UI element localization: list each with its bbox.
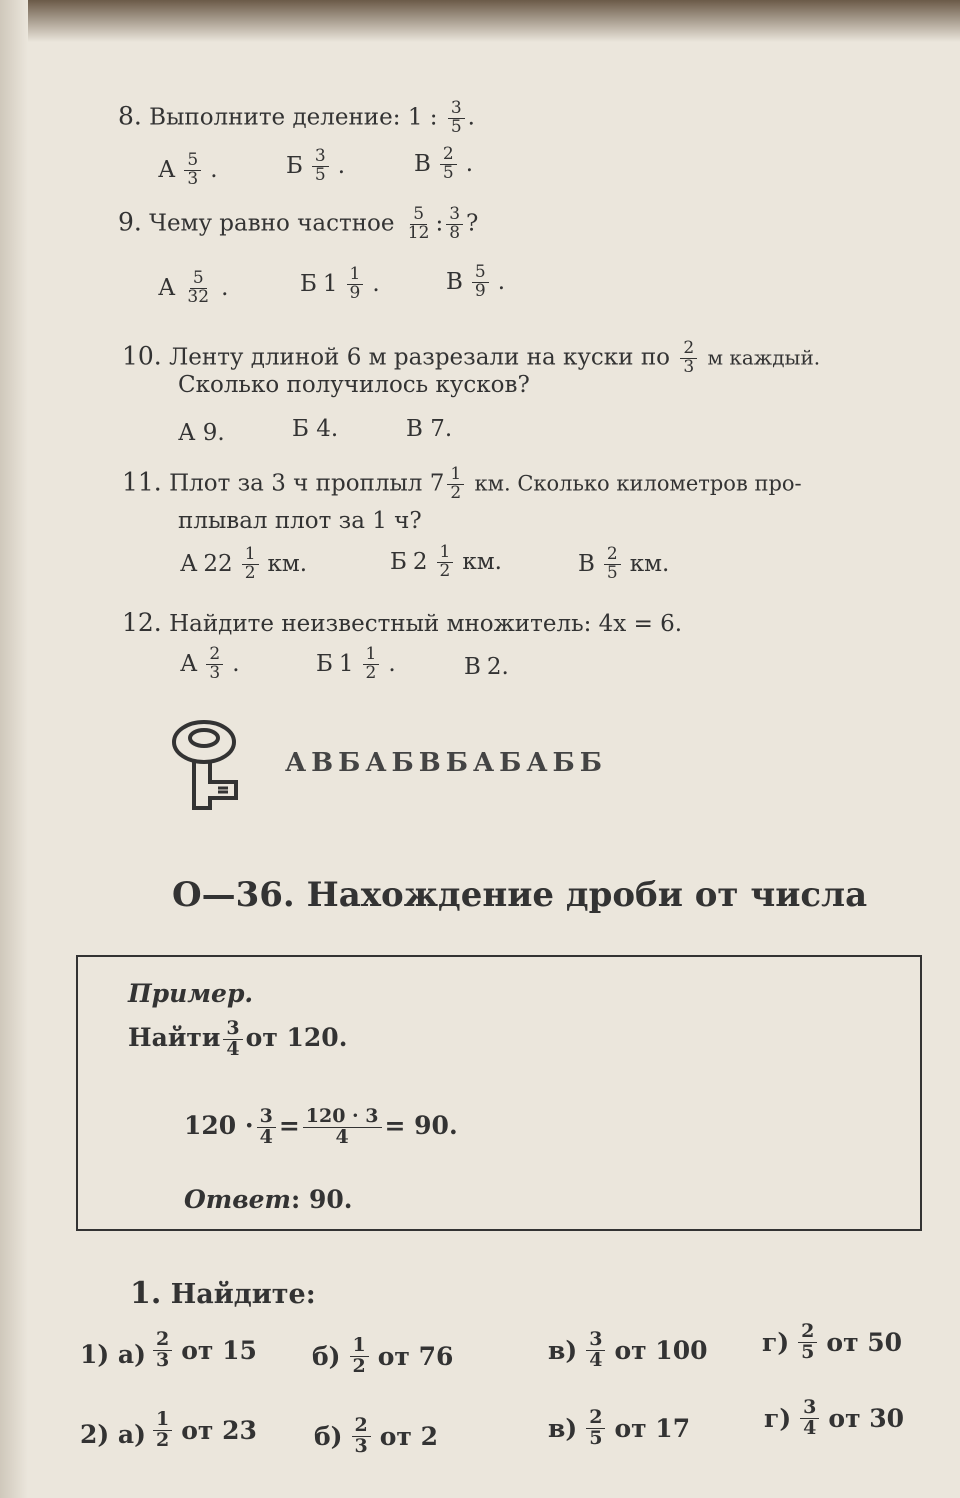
fraction: $\frac{2}{5}$ [586, 1408, 605, 1449]
fraction: $\frac{3}{8}$ [446, 206, 463, 243]
task-1-row-1-item-c: в) $\frac{3}{4}$ от 100 [548, 1328, 708, 1371]
fraction: $\frac{120 \cdot 3}{4}$ [303, 1107, 382, 1148]
fraction: $\frac{3}{4}$ [223, 1019, 242, 1060]
q10-option-b: Б 4. [292, 416, 339, 442]
task-1-row-2-item-d: г) $\frac{3}{4}$ от 30 [764, 1396, 905, 1439]
page-fold [0, 0, 28, 1498]
fraction: $\frac{5}{32}$ [187, 268, 210, 307]
fraction: $\frac{2}{3}$ [206, 646, 223, 683]
q8-option-c: В $\frac{2}{5}$ . [414, 144, 474, 183]
fraction: $\frac{3}{5}$ [312, 148, 329, 185]
question-10-line2: Сколько получилось кусков? [178, 372, 530, 398]
fraction: $\frac{2}{3}$ [153, 1330, 172, 1371]
fraction: $\frac{2}{3}$ [680, 340, 697, 377]
fraction: $\frac{1}{2}$ [437, 544, 454, 581]
question-11-line2: плывал плот за 1 ч? [178, 508, 422, 534]
q8-option-a: А $\frac{5}{3}$ . [158, 150, 218, 189]
q9-option-c: В $\frac{5}{9}$ . [446, 262, 506, 301]
fraction: $\frac{1}{2}$ [242, 546, 259, 583]
fraction: $\frac{3}{4}$ [800, 1398, 819, 1439]
fraction: $\frac{1}{2}$ [363, 646, 380, 683]
q8-option-b: Б $\frac{3}{5}$ . [286, 146, 346, 185]
section-title: О—36. Нахождение дроби от числа [172, 875, 868, 915]
q10-option-c: В 7. [406, 416, 453, 442]
q11-option-b: Б 2 $\frac{1}{2}$ км. [390, 542, 502, 581]
task-1-row-1-item-d: г) $\frac{2}{5}$ от 50 [762, 1320, 903, 1363]
fraction: $\frac{1}{2}$ [153, 1410, 172, 1451]
fraction: $\frac{5}{3}$ [184, 152, 201, 189]
example-task: Найти $\frac{3}{4}$ от 120. [128, 1017, 348, 1060]
example-calculation: 120 · $\frac{3}{4}$ = $\frac{120 \cdot 3}{4}$ = 90. [184, 1105, 458, 1148]
task-1-row-2-item-b: б) $\frac{2}{3}$ от 2 [314, 1414, 439, 1457]
question-10: 10. Ленту длиной 6 м разрезали на куски по $\frac{2}{3}$ м каждый. [122, 338, 821, 377]
question-12: 12. Найдите неизвестный множитель: 4x = 6. [122, 608, 683, 637]
q11-option-c: В $\frac{2}{5}$ км. [578, 544, 670, 583]
fraction: $\frac{1}{9}$ [347, 266, 364, 303]
question-8: 8. Выполните деление: 1 : $\frac{3}{5}$ . [118, 98, 475, 137]
task-1-row-2-label: 2) а) [80, 1420, 146, 1449]
task-1-row-2-item-c: в) $\frac{2}{5}$ от 17 [548, 1406, 691, 1449]
q9-option-b: Б 1 $\frac{1}{9}$ . [300, 264, 380, 303]
answer-key: АВБАБВБАБАББ [285, 748, 607, 778]
fraction: $\frac{2}{5}$ [798, 1322, 817, 1363]
task-1-row-1-item-b: б) $\frac{1}{2}$ от 76 [312, 1334, 454, 1377]
task-1-row-1-item-a: $\frac{2}{3}$ от 15 [150, 1330, 257, 1371]
fraction: $\frac{2}{3}$ [352, 1416, 371, 1457]
question-9: 9. Чему равно частное $\frac{5}{12}$ : $\frac{3}{8}$ ? [118, 204, 479, 243]
task-1-row-1-label: 1) а) [80, 1340, 146, 1369]
q10-option-a: А 9. [178, 420, 225, 446]
fraction: $\frac{5}{12}$ [407, 204, 430, 243]
fraction: $\frac{5}{9}$ [472, 264, 489, 301]
question-11: 11. Плот за 3 ч проплыл 7 $\frac{1}{2}$ км. Сколько километров про- [122, 464, 802, 503]
fraction: $\frac{2}{5}$ [604, 546, 621, 583]
key-icon [170, 718, 242, 814]
fraction: $\frac{1}{2}$ [350, 1336, 369, 1377]
fraction: $\frac{3}{5}$ [448, 100, 465, 137]
q11-option-a: А 22 $\frac{1}{2}$ км. [180, 544, 308, 583]
fraction: $\frac{3}{4}$ [257, 1107, 276, 1148]
task-1-heading: 1. Найдите: [130, 1276, 316, 1311]
q12-option-b: Б 1 $\frac{1}{2}$ . [316, 644, 396, 683]
example-label: Пример. [128, 979, 254, 1008]
example-box [76, 955, 922, 1231]
task-1-row-2-item-a: $\frac{1}{2}$ от 23 [150, 1410, 257, 1451]
page-top-shadow [0, 0, 960, 60]
q12-option-a: А $\frac{2}{3}$ . [180, 644, 240, 683]
q9-option-a: А $\frac{5}{32}$ . [158, 268, 229, 307]
example-answer: Ответ: 90. [184, 1185, 353, 1214]
q12-option-c: В 2. [464, 654, 509, 680]
fraction: $\frac{2}{5}$ [440, 146, 457, 183]
fraction: $\frac{3}{4}$ [586, 1330, 605, 1371]
fraction: $\frac{1}{2}$ [447, 466, 464, 503]
